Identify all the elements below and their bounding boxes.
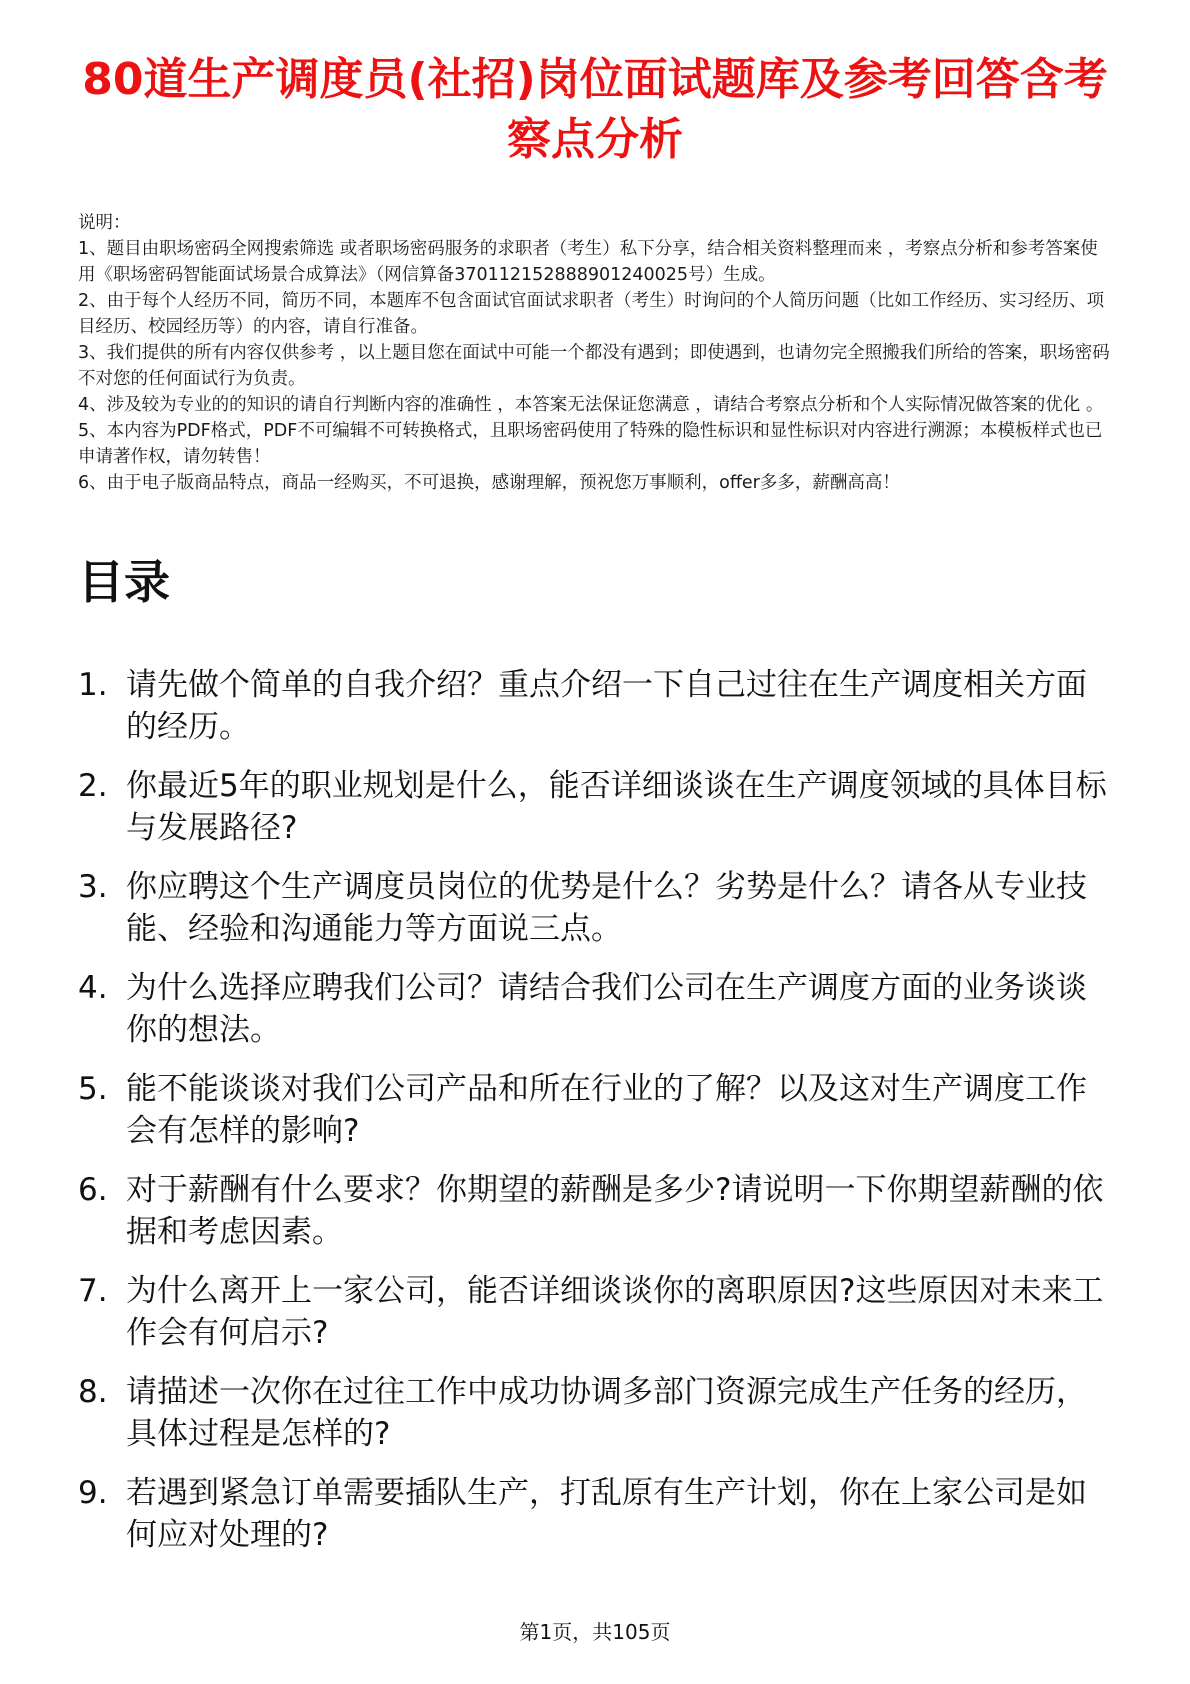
toc-item[interactable] [78, 866, 1112, 950]
note-item: 4、涉及较为专业的的知识的请自行判断内容的准确性 ，本答案无法保证您满意 ，请结合考察点分析和个人实际情况做答案的优化 。 [78, 395, 1104, 415]
notes-heading: 说明： [78, 213, 131, 233]
note-item: 5、本内容为PDF格式，PDF不可编辑不可转换格式，且职场密码使用了特殊的隐性标识和显性标识对内容进行溯源；本模板样式也已申请著作权，请勿转售！ [78, 421, 1103, 467]
toc-item-text: 能不能谈谈对我们公司产品和所在行业的了解？以及这对生产调度工作会有怎样的影响? [126, 1071, 1087, 1149]
toc-item-text: 你应聘这个生产调度员岗位的优势是什么？劣势是什么？请各从专业技能、经验和沟通能力等方面说三点。 [126, 869, 1087, 947]
note-item: 3、我们提供的所有内容仅供参考 ，以上题目您在面试中可能一个都没有遇到；即使遇到，也请勿完全照搬我们所给的答案，职场密码不对您的任何面试行为负责。 [78, 343, 1110, 389]
toc-item-number: 5. [78, 1071, 108, 1107]
toc-item-number: 3. [78, 869, 108, 905]
page-footer: 第1页，共105页 [519, 1620, 671, 1644]
toc-item-text: 请先做个简单的自我介绍？重点介绍一下自己过往在生产调度相关方面的经历。 [126, 667, 1087, 745]
document-title: 80道生产调度员(社招)岗位面试题库及参考回答含考察点分析 [82, 54, 1108, 165]
toc-item-text: 对于薪酬有什么要求？你期望的薪酬是多少?请说明一下你期望薪酬的依据和考虑因素。 [126, 1172, 1104, 1250]
toc-item-text: 为什么离开上一家公司，能否详细谈谈你的离职原因?这些原因对未来工作会有何启示? [126, 1273, 1104, 1351]
note-item: 6、由于电子版商品特点，商品一经购买，不可退换，感谢理解，预祝您万事顺利，offer多多，薪酬高高！ [78, 473, 900, 493]
toc-item-number: 9. [78, 1475, 108, 1511]
notes-section [78, 210, 1112, 496]
toc-item-number: 8. [78, 1374, 108, 1410]
note-item: 1、题目由职场密码全网搜索筛选 或者职场密码服务的求职者（考生）私下分享，结合相关资料整理而来 ，考察点分析和参考答案使用《职场密码智能面试场景合成算法》（网信算备370112152888901240025号）生成。 [78, 239, 1098, 285]
toc-item-number: 4. [78, 970, 108, 1006]
toc-item-number: 7. [78, 1273, 108, 1309]
toc-item[interactable] [78, 664, 1112, 748]
note-item: 2、由于每个人经历不同，简历不同，本题库不包含面试官面试求职者（考生）时询问的个人简历问题（比如工作经历、实习经历、项目经历、校园经历等）的内容，请自行准备。 [78, 291, 1105, 337]
toc-item-text: 若遇到紧急订单需要插队生产，打乱原有生产计划，你在上家公司是如何应对处理的? [126, 1475, 1087, 1553]
toc-item[interactable] [78, 967, 1112, 1051]
toc-item-number: 1. [78, 667, 108, 703]
toc-item[interactable] [78, 1371, 1112, 1455]
toc-item[interactable] [78, 1068, 1112, 1152]
toc-item-text: 为什么选择应聘我们公司？请结合我们公司在生产调度方面的业务谈谈你的想法。 [126, 970, 1087, 1048]
toc-item[interactable] [78, 1270, 1112, 1354]
toc-heading: 目录 [78, 555, 170, 609]
toc-item-text: 你最近5年的职业规划是什么，能否详细谈谈在生产调度领域的具体目标与发展路径? [126, 768, 1107, 846]
toc-item[interactable] [78, 765, 1112, 849]
toc-item[interactable] [78, 1472, 1112, 1556]
toc-item-text: 请描述一次你在过往工作中成功协调多部门资源完成生产任务的经历，具体过程是怎样的? [126, 1374, 1087, 1452]
toc-item-number: 6. [78, 1172, 108, 1208]
toc-item-number: 2. [78, 768, 108, 804]
toc-item[interactable] [78, 1169, 1112, 1253]
toc-list [78, 664, 1112, 1556]
